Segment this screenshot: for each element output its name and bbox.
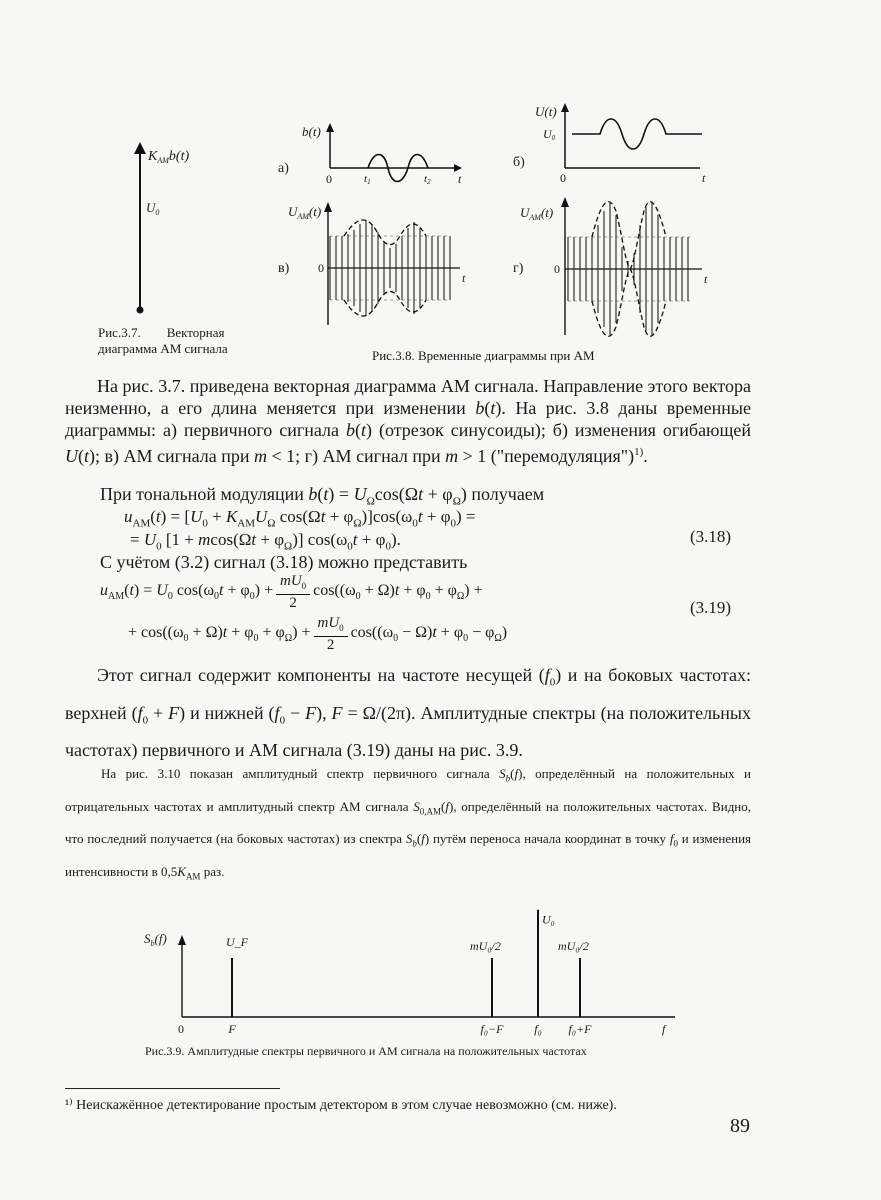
envelope-curve: [572, 119, 702, 149]
panel-a-origin: 0: [326, 172, 332, 186]
fig37-vector-label: $K_{АМ}b(t)$: [148, 149, 190, 165]
paragraph-1: На рис. 3.7. приведена векторная диаграмма АМ сигнала. Направление этого вектора неизменно, а его длина меняется при изменении b(t). На рис. 3.8 даны временные диаграммы: а) первичного сигнала b(t) (отрезок синусоиды); б) изменения огибающей U(t); в) АМ сигнала при m < 1; г) АМ сигнал при m > 1 ("перемодуляция")$^{1)}$.: [65, 376, 751, 466]
paragraph-3: С учётом (3.2) сигнал (3.18) можно представить: [100, 552, 468, 572]
panel-v-t: t: [462, 271, 466, 285]
footnote: ¹⁾ Неискажённое детектирование простым детектором в этом случае невозможно (см. ниже).: [65, 1098, 617, 1113]
panel-b-t: t: [702, 171, 706, 185]
panel-b-u0: U0: [543, 127, 556, 142]
panel-b-letter: б): [513, 155, 525, 170]
paragraph-4: Этот сигнал содержит компоненты на частоте несущей $(f_0)$ и на боковых частотах: верхней $(f_0 + F)$ и нижней $(f_0 - F)$, F = Ω/(2π). Амплитудные спектры (на положительных частотах) первичного и АМ сигнала (3.19) даны на рис. 3.9.: [65, 665, 751, 761]
fig38-panel-v: [288, 200, 480, 330]
equation-3-18-line1: $u_{AM}(t) = [U_0 + K_{AM}U_\Omega$ $\cos(\Omega t + \varphi_\Omega)]\cos(\omega_0t + \varphi_0)$ =: [124, 507, 476, 530]
fig38-panel-a: [300, 120, 470, 190]
panel-v-letter: в): [278, 261, 290, 276]
equation-3-19-number: (3.19): [690, 598, 732, 617]
fig39-spectrum-chart: [140, 895, 700, 1045]
footnote-rule: [65, 1088, 280, 1089]
equation-3-18-line2: = $U_0$ $[1 + mcos(\Omega t + \varphi_\Omega)]$ $\cos(\omega_0t + \varphi_0)$.: [130, 530, 401, 553]
fig39-origin: 0: [178, 1022, 184, 1036]
fig39-caption: Рис.3.9. Амплитудные спектры первичного и АМ сигнала на положительных частотах: [145, 1044, 587, 1058]
panel-a-t: t: [458, 172, 462, 186]
panel-a-letter: а): [278, 161, 289, 176]
panel-a-ylabel: b(t): [302, 124, 321, 139]
spectrum-tick-label-1: f₀−F: [480, 1022, 504, 1036]
equation-3-18-number: (3.18): [690, 527, 732, 546]
fig39-xlabel: f: [662, 1022, 666, 1036]
spectrum-value-label-2: U₀: [542, 912, 555, 927]
paragraph-5: На рис. 3.10 показан амплитудный спектр первичного сигнала $S_b(f)$, определённый на положительных и отрицательных частотах и амплитудный спектр АМ сигнала $S_{0,AM}(f)$, определённый на положительных частотах. Видно, что последний получается (на боковых частотах) из спектра $S_b(f)$ путём переноса начала координат в точку $f_0$ и изменения интенсивности в $0,5K_{AM}$ раз.: [65, 766, 752, 882]
fig37-caption: Рис.3.7. Векторная диаграмма АМ сигнала: [98, 325, 228, 356]
panel-g-letter: г): [513, 261, 524, 276]
spectrum-value-label-1: mU₀/2: [470, 939, 501, 953]
fig37-u0-label: $U_0$: [146, 200, 160, 217]
panel-a-t1: t1: [364, 173, 371, 186]
equation-3-19-line2: + $\cos((\omega_0 + \Omega)t + \varphi_0 + \varphi_\Omega)$ + $\frac{mU_0}{2}$ $\cos((\omega_0 - \Omega)t + \varphi_0 - \varphi_\Omega)$: [128, 615, 508, 653]
equation-3-19-line1: $u_{AM}(t) = U_0$ $\cos(\omega_0t + \varphi_0)$ + $\frac{mU_0}{2}$ $\cos((\omega_0 + \Omega)t + \varphi_0 + \varphi_\Omega)$ +: [100, 573, 483, 611]
am-signal-m-less-1: [330, 220, 450, 316]
fig38-caption: Рис.3.8. Временные диаграммы при АМ: [372, 348, 595, 363]
spectrum-tick-label-0: F: [228, 1022, 236, 1036]
fig38-panel-b: [530, 100, 710, 190]
panel-g-origin: 0: [554, 262, 560, 276]
page-number: 89: [730, 1115, 750, 1137]
panel-g-t: t: [704, 272, 708, 286]
spectrum-tick-label-3: f₀+F: [568, 1022, 592, 1036]
paragraph-2: При тональной модуляции $b(t) = U_\Omega\cos(\Omega t + \varphi_\Omega)$ получаем: [100, 484, 545, 508]
panel-a-t2: t2: [424, 173, 431, 186]
spectrum-value-label-0: U_F: [226, 935, 248, 949]
panel-v-origin: 0: [318, 261, 324, 275]
panel-v-ylabel: $U_{АМ}(t)$: [288, 204, 322, 221]
fig39-ylabel: $S_b(f)$: [144, 931, 167, 948]
spectrum-value-label-3: mU₀/2: [558, 939, 589, 953]
panel-g-ylabel: $U_{АМ}(t)$: [520, 205, 554, 222]
fig38-panel-g: [520, 195, 710, 345]
panel-b-origin: 0: [560, 171, 566, 185]
panel-b-ylabel: U(t): [535, 104, 557, 119]
spectrum-tick-label-2: f₀: [534, 1022, 542, 1036]
am-signal-m-greater-1: [568, 203, 688, 335]
